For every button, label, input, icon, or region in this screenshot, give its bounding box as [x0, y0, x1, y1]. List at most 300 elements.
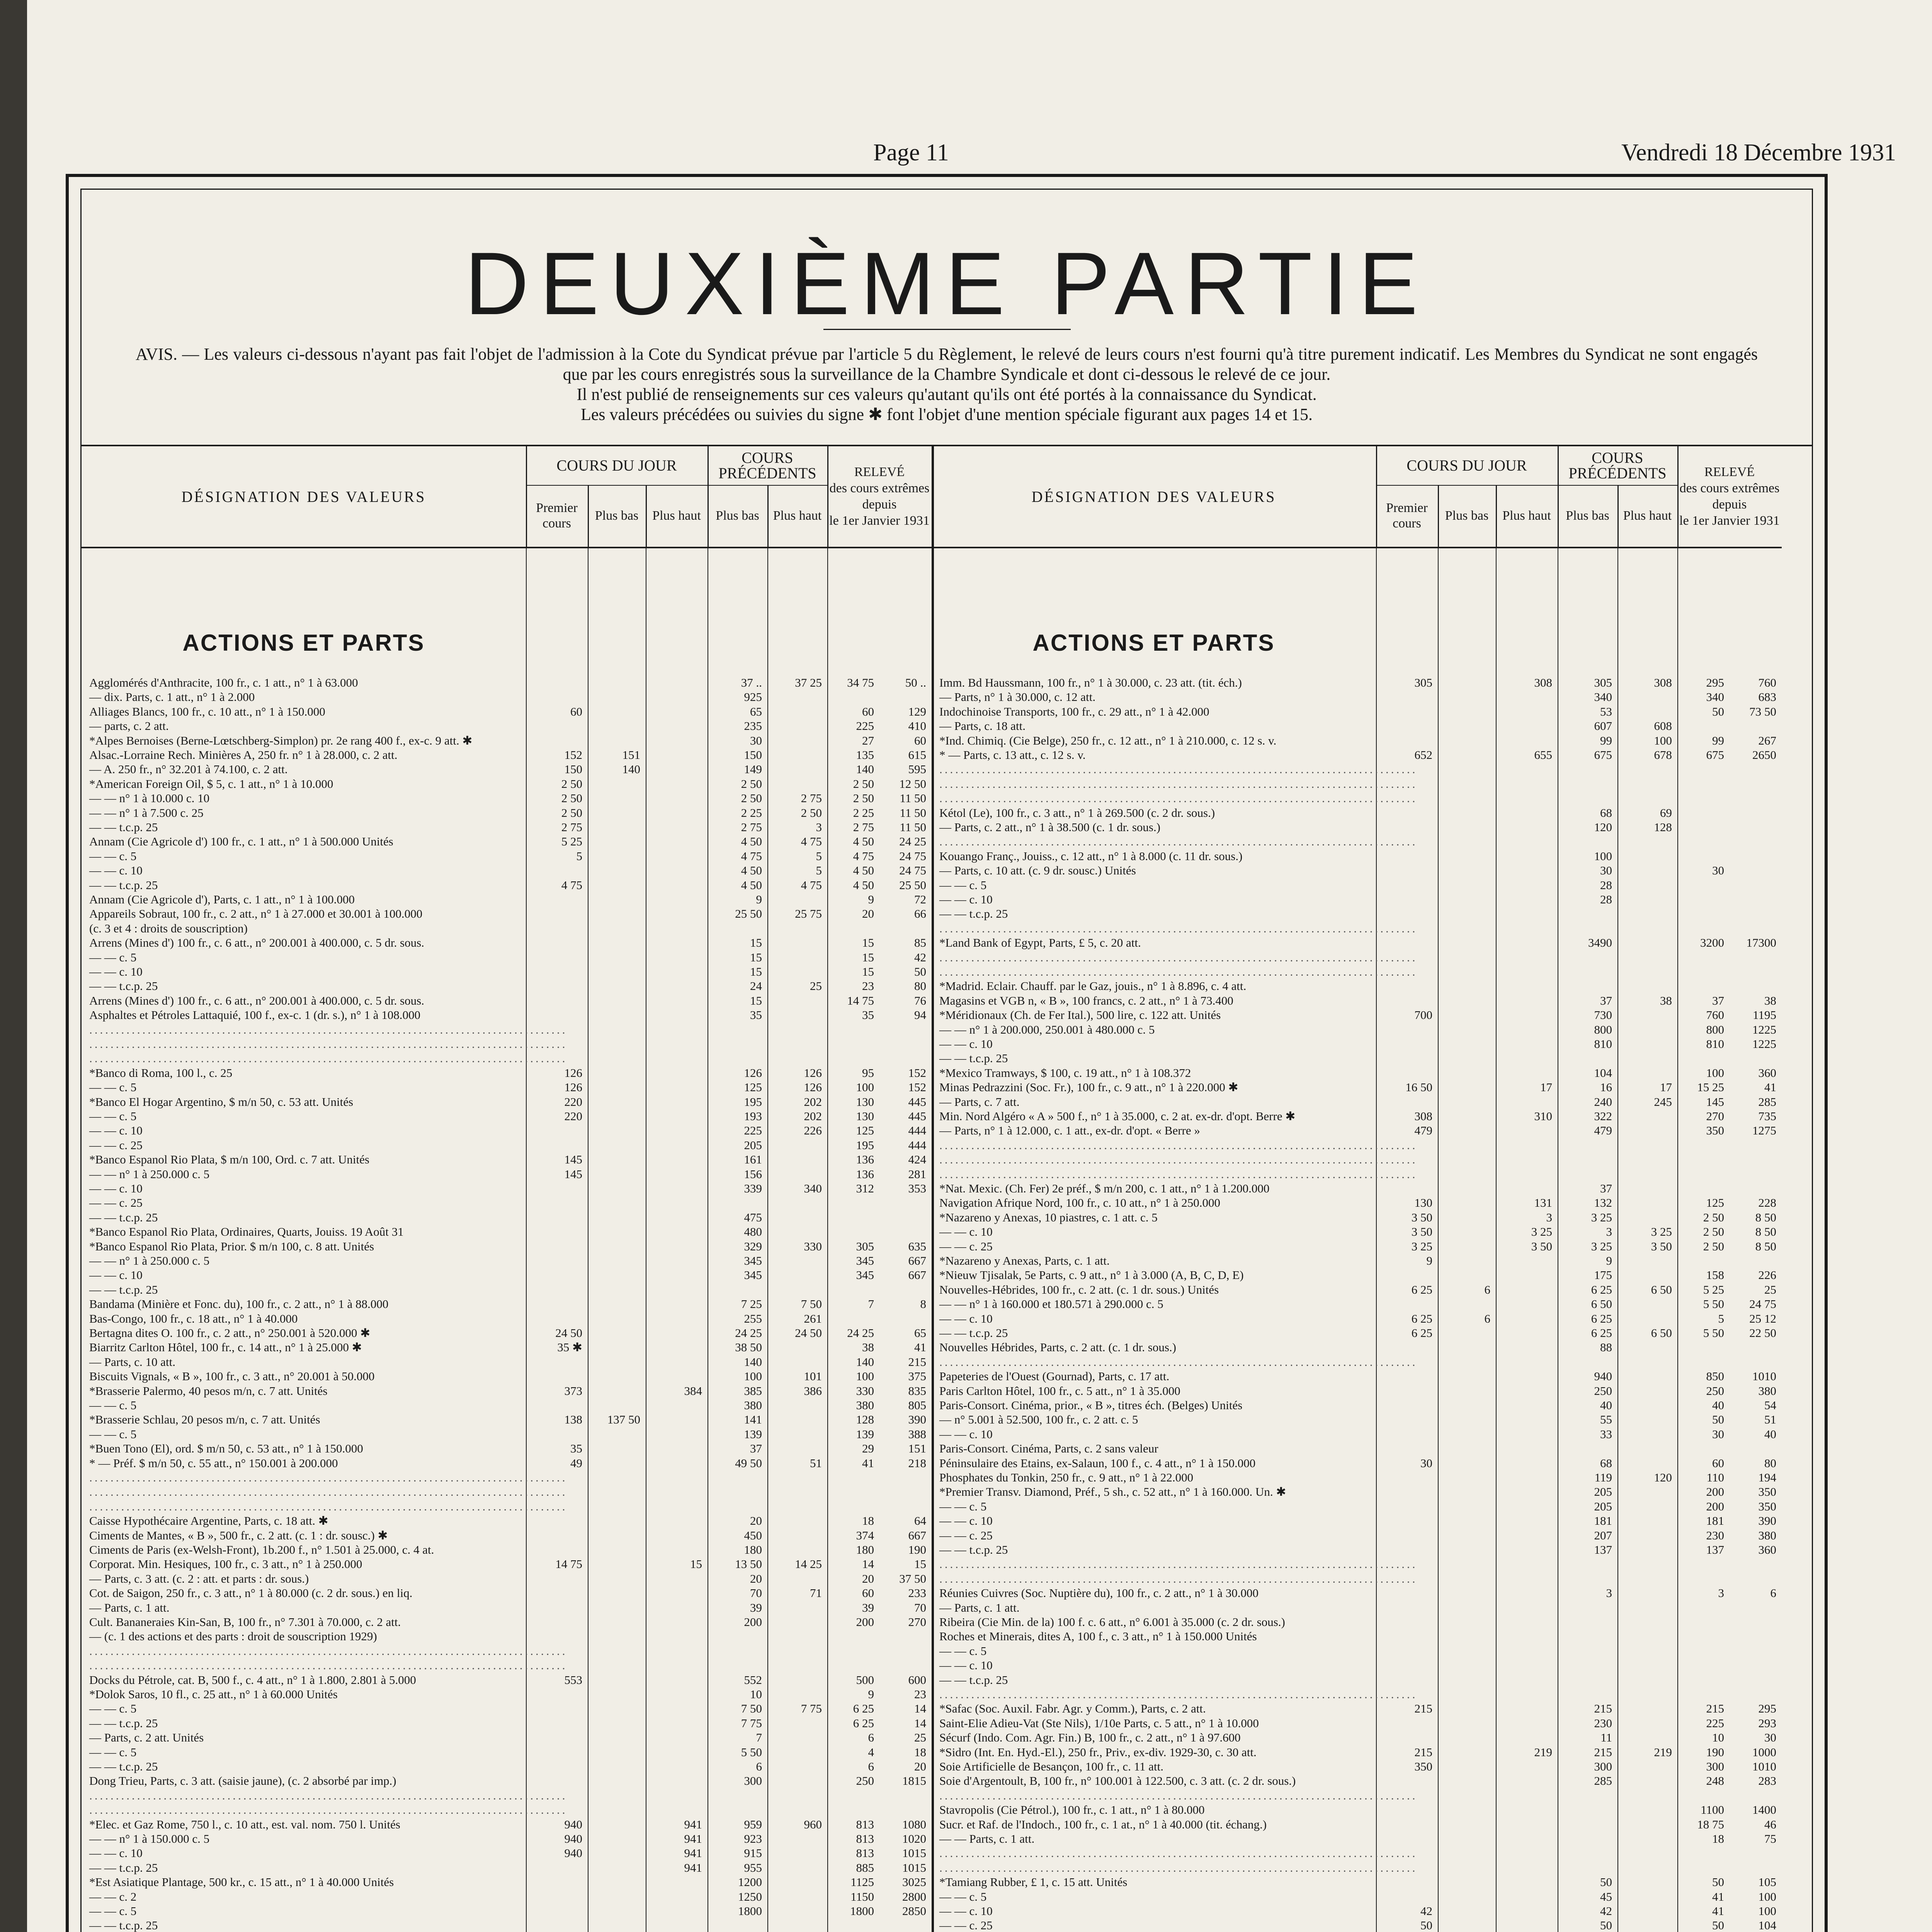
dotted-filler-row: [82, 1658, 932, 1672]
security-name: *Elec. et Gaz Rome, 750 l., c. 10 att., est. val. nom. 750 l. Unités: [89, 1817, 400, 1831]
premier-cours-value: 130: [1414, 1196, 1432, 1210]
dotted-filler-row: [82, 1485, 932, 1499]
header-releve: [1677, 446, 1782, 547]
premier-cours-value: 50: [1420, 1918, 1432, 1932]
releve-bas-value: 305: [856, 1239, 874, 1253]
plus-bas-value: 140: [622, 762, 640, 776]
prec-plus-bas-value: 53: [1600, 704, 1612, 718]
quotation-row: [82, 1832, 932, 1846]
releve-haut-value: 1015: [902, 1861, 926, 1874]
releve-bas-value: 39: [862, 1600, 874, 1614]
quotation-row: [932, 1225, 1782, 1239]
prec-plus-bas-value: 607: [1594, 719, 1612, 733]
security-name: ..........................................................................................: [939, 965, 1418, 978]
prec-plus-bas-value: 380: [744, 1398, 762, 1412]
prec-plus-haut-value: 960: [804, 1817, 822, 1831]
quotation-row: [82, 690, 932, 704]
dotted-filler-row: [82, 1471, 932, 1485]
premier-cours-value: 215: [1414, 1745, 1432, 1759]
quotation-table: [82, 445, 1812, 1932]
quotation-row: [82, 1442, 932, 1456]
prec-plus-bas-value: 6: [756, 1760, 762, 1773]
prec-plus-bas-value: 959: [744, 1817, 762, 1831]
quotation-row: [932, 1326, 1782, 1340]
security-name: — — c. 25: [939, 1528, 993, 1542]
security-name: (c. 3 et 4 : droits de souscription): [89, 921, 248, 935]
quotation-row: [82, 748, 932, 762]
releve-bas-value: 2 50: [853, 777, 874, 791]
prec-plus-bas-value: 240: [1594, 1095, 1612, 1109]
quotation-row: [932, 1066, 1782, 1080]
prec-plus-bas-value: 100: [744, 1369, 762, 1383]
releve-bas-value: 2 50: [1703, 1225, 1724, 1239]
plus-bas-value: 6: [1484, 1311, 1490, 1325]
quotation-row: [932, 1312, 1782, 1326]
releve-haut-value: 267: [1758, 733, 1776, 747]
dotted-filler-row: [932, 1861, 1782, 1875]
security-name: — — n° 1 à 200.000, 250.001 à 480.000 c. 5: [939, 1022, 1155, 1036]
quotation-row: [82, 1182, 932, 1196]
security-name: Paris Carlton Hôtel, 100 fr., c. 5 att., n° 1 à 35.000: [939, 1384, 1180, 1398]
quotation-row: [82, 1355, 932, 1369]
quotation-row: [932, 1211, 1782, 1225]
premier-cours-value: 553: [564, 1673, 582, 1687]
quotation-row: [932, 1731, 1782, 1745]
releve-haut-value: 410: [908, 719, 926, 733]
quotation-row: [82, 1008, 932, 1022]
security-name: *Nieuw Tjisalak, 5e Parts, c. 9 att., n° 1 à 3.000 (A, B, C, D, E): [939, 1268, 1244, 1282]
releve-bas-value: 9: [868, 893, 874, 906]
premier-cours-value: 479: [1414, 1124, 1432, 1138]
security-name: — — t.c.p. 25: [89, 1282, 158, 1296]
releve-haut-value: 1000: [1752, 1745, 1776, 1759]
releve-bas-value: 1800: [850, 1904, 874, 1918]
prec-plus-bas-value: 15: [750, 950, 762, 964]
security-name: — — c. 10: [89, 864, 143, 878]
releve-bas-value: 813: [856, 1832, 874, 1845]
prec-plus-bas-value: 15: [750, 965, 762, 978]
releve-haut-value: 66: [914, 907, 926, 921]
releve-bas-value: 10: [1712, 1731, 1724, 1745]
quotation-row: [932, 1529, 1782, 1543]
prec-plus-bas-value: 345: [744, 1268, 762, 1282]
quotation-row: [932, 1442, 1782, 1456]
releve-bas-value: 60: [862, 1586, 874, 1600]
releve-haut-value: 24 75: [1749, 1297, 1776, 1311]
releve-bas-value: 41: [862, 1456, 874, 1470]
quotation-row: [82, 1080, 932, 1094]
quotation-row: [932, 1023, 1782, 1037]
releve-haut-value: 42: [914, 950, 926, 964]
releve-haut-value: 3025: [902, 1875, 926, 1889]
security-name: — — c. 5: [89, 1398, 137, 1412]
security-name: — — c. 10: [939, 1658, 993, 1672]
prec-plus-bas-value: 24: [750, 979, 762, 993]
quotation-row: [932, 1673, 1782, 1687]
premier-cours-header: Premier cours: [526, 485, 589, 547]
releve-haut-value: 445: [908, 1095, 926, 1109]
prec-plus-bas-value: 25 50: [735, 907, 762, 921]
releve-haut-value: 24 25: [899, 835, 926, 849]
prec-plus-bas-value: 150: [744, 748, 762, 762]
security-name: — Parts, c. 1 att.: [89, 1600, 170, 1614]
releve-haut-value: 85: [914, 936, 926, 950]
quotation-row: [932, 1369, 1782, 1383]
prec-plus-bas-value: 4 50: [741, 835, 762, 849]
security-name: ..........................................................................................: [89, 1037, 568, 1051]
security-name: ..........................................................................................: [89, 1644, 568, 1658]
releve-haut-value: 388: [908, 1427, 926, 1441]
security-name: *Est Asiatique Plantage, 500 kr., c. 15 att., n° 1 à 40.000 Unités: [89, 1875, 394, 1889]
releve-haut-value: 60: [914, 733, 926, 747]
quotation-row: [82, 1124, 932, 1138]
security-name: — — c. 10: [89, 965, 143, 978]
premier-cours-value: 308: [1414, 1109, 1432, 1123]
security-name: Soie Artificielle de Besançon, 100 fr., c. 11 att.: [939, 1760, 1163, 1773]
security-name: Bas-Congo, 100 fr., c. 18 att., n° 1 à 40.000: [89, 1311, 298, 1325]
page-number: Page 11: [873, 139, 949, 166]
security-name: — — c. 25: [939, 1918, 993, 1932]
dotted-filler-row: [932, 791, 1782, 805]
plus-bas-value: 151: [622, 748, 640, 762]
releve-haut-value: 104: [1758, 1918, 1776, 1932]
security-name: Soie d'Argentoult, B, 100 fr., n° 100.001 à 122.500, c. 3 att. (c. 2 dr. sous.): [939, 1774, 1296, 1788]
releve-haut-value: 1020: [902, 1832, 926, 1845]
security-name: — — t.c.p. 25: [939, 1326, 1008, 1340]
security-name: — — t.c.p. 25: [939, 1051, 1008, 1065]
quotation-row: [932, 1427, 1782, 1441]
releve-haut-value: 380: [1758, 1384, 1776, 1398]
premier-cours-value: 220: [564, 1095, 582, 1109]
releve-bas-value: 50: [1712, 1875, 1724, 1889]
premier-cours-value: 652: [1414, 748, 1432, 762]
prec-plus-bas-value: 552: [744, 1673, 762, 1687]
prec-plus-bas-value: 193: [744, 1109, 762, 1123]
security-name: Sucr. et Raf. de l'Indoch., 100 fr., c. 1 at., n° 1 à 40.000 (tit. échang.): [939, 1817, 1267, 1831]
security-name: — A. 250 fr., n° 32.201 à 74.100, c. 2 att.: [89, 762, 288, 776]
header-designation: DÉSIGNATION DES VALEURS: [932, 446, 1377, 547]
releve-bas-value: 4 75: [853, 849, 874, 863]
prec-plus-bas-value: 5 50: [741, 1745, 762, 1759]
releve-haut-value: 350: [1758, 1499, 1776, 1513]
releve-bas-value: 2 50: [1703, 1210, 1724, 1224]
page-title: DEUXIÈME PARTIE: [464, 234, 1429, 333]
releve-bas-value: 135: [856, 748, 874, 762]
security-name: — — t.c.p. 25: [939, 1673, 1008, 1687]
prec-plus-bas-value: 45: [1600, 1889, 1612, 1903]
releve-haut-value: 100: [1758, 1889, 1776, 1903]
releve-line: des cours extrêmes: [1679, 481, 1780, 495]
plus-haut-value: 310: [1534, 1109, 1552, 1123]
prec-plus-bas-value: 88: [1600, 1340, 1612, 1354]
security-name: — — t.c.p. 25: [939, 1543, 1008, 1556]
premier-cours-value: 3 25: [1411, 1239, 1432, 1253]
premier-cours-value: 42: [1420, 1904, 1432, 1918]
releve-haut-value: 1015: [902, 1846, 926, 1860]
security-name: ..........................................................................................: [89, 1499, 568, 1513]
releve-haut-value: 1815: [902, 1774, 926, 1788]
page-frame: [66, 174, 1828, 1932]
security-name: ..........................................................................................: [939, 777, 1418, 791]
dotted-filler-row: [932, 1846, 1782, 1860]
releve-haut-value: 73 50: [1749, 704, 1776, 718]
prec-plus-bas-value: 50: [1600, 1875, 1612, 1889]
quotation-row: [932, 1629, 1782, 1643]
prec-plus-haut-value: 3 50: [1651, 1239, 1672, 1253]
dotted-filler-row: [932, 1687, 1782, 1701]
premier-cours-value: 3 50: [1411, 1210, 1432, 1224]
releve-haut-value: 76: [914, 993, 926, 1007]
premier-cours-value: 6 25: [1411, 1311, 1432, 1325]
right-column: [932, 446, 1782, 1932]
security-name: *Buen Tono (El), ord. $ m/n 50, c. 53 att., n° 1 à 150.000: [89, 1442, 363, 1456]
releve-haut-value: 105: [1758, 1875, 1776, 1889]
releve-haut-value: 50: [914, 965, 926, 978]
releve-bas-value: 675: [1706, 748, 1724, 762]
releve-haut-value: 65: [914, 1326, 926, 1340]
notice-paragraph: Il n'est publié de renseignements sur ces valeurs qu'autant qu'ils ont été portés à la connaissance du Syndicat.: [577, 385, 1317, 404]
prec-plus-bas-value: 329: [744, 1239, 762, 1253]
prec-plus-bas-value: 285: [1594, 1774, 1612, 1788]
security-name: ..........................................................................................: [939, 835, 1418, 849]
quotation-row: [932, 719, 1782, 733]
security-name: Caisse Hypothécaire Argentine, Parts, c. 18 att. ✱: [89, 1514, 328, 1528]
quotation-row: [82, 1384, 932, 1398]
releve-bas-value: 15: [862, 965, 874, 978]
dotted-filler-row: [82, 1789, 932, 1803]
releve-bas-value: 130: [856, 1095, 874, 1109]
security-name: *Premier Transv. Diamond, Préf., 5 sh., c. 52 att., n° 1 à 160.000. Un. ✱: [939, 1485, 1286, 1499]
releve-bas-value: 6 25: [853, 1716, 874, 1730]
security-name: Nouvelles Hébrides, Parts, c. 2 att. (c. 1 dr. sous.): [939, 1340, 1176, 1354]
premier-cours-value: 6 25: [1411, 1326, 1432, 1340]
security-name: — — t.c.p. 25: [89, 1760, 158, 1773]
security-name: *Banco El Hogar Argentino, $ m/n 50, c. 53 att. Unités: [89, 1095, 354, 1109]
security-name: Cot. de Saigon, 250 fr., c. 3 att., n° 1 à 80.000 (c. 2 dr. sous.) en liq.: [89, 1586, 413, 1600]
prec-plus-bas-value: 230: [1594, 1716, 1612, 1730]
quotation-row: [932, 1543, 1782, 1557]
releve-bas-value: 29: [862, 1442, 874, 1456]
security-name: Roches et Minerais, dites A, 100 f., c. 3 att., n° 1 à 150.000 Unités: [939, 1629, 1257, 1643]
security-name: Alliages Blancs, 100 fr., c. 10 att., n° 1 à 150.000: [89, 704, 325, 718]
prec-plus-haut-value: 37 25: [795, 676, 822, 689]
quotation-row: [932, 1124, 1782, 1138]
quotation-row: [82, 936, 932, 950]
releve-bas-value: 41: [1712, 1904, 1724, 1918]
prec-plus-haut-value: 5: [816, 864, 822, 878]
dotted-filler-row: [932, 1138, 1782, 1152]
releve-bas-value: 137: [1706, 1543, 1724, 1556]
releve-haut-value: 735: [1758, 1109, 1776, 1123]
security-name: ..........................................................................................: [939, 1571, 1418, 1585]
prec-plus-haut-value: 14 25: [795, 1557, 822, 1571]
releve-bas-value: 125: [1706, 1196, 1724, 1210]
quotation-row: [932, 1398, 1782, 1412]
releve-bas-value: 38: [862, 1340, 874, 1354]
security-name: Papeteries de l'Ouest (Gournad), Parts, c. 17 att.: [939, 1369, 1170, 1383]
left-column: [82, 446, 934, 1932]
premier-cours-value: 30: [1420, 1456, 1432, 1470]
releve-bas-value: 18 75: [1697, 1817, 1724, 1831]
releve-bas-value: 34 75: [847, 676, 874, 689]
quotation-row: [932, 1774, 1782, 1788]
releve-bas-value: 9: [868, 1687, 874, 1701]
releve-haut-value: 25: [1764, 1282, 1776, 1296]
plus-haut-value: 17: [1540, 1080, 1552, 1094]
security-name: — — c. 10: [939, 893, 993, 906]
premier-cours-value: 145: [564, 1167, 582, 1181]
prec-plus-bas-value: 149: [744, 762, 762, 776]
premier-cours-header: Premier cours: [1376, 485, 1439, 547]
quotation-row: [932, 806, 1782, 820]
prec-plus-haut-value: 51: [810, 1456, 822, 1470]
security-name: Paris-Consort. Cinéma, prior., « B », titres éch. (Belges) Unités: [939, 1398, 1243, 1412]
quotation-row: [932, 748, 1782, 762]
prec-plus-haut-value: 120: [1654, 1471, 1672, 1484]
security-name: ..........................................................................................: [939, 950, 1418, 964]
releve-bas-value: 225: [856, 719, 874, 733]
prec-plus-bas-value: 50: [1600, 1918, 1612, 1932]
quotation-row: [932, 1254, 1782, 1268]
releve-bas-value: 230: [1706, 1528, 1724, 1542]
prec-plus-haut-value: 7 50: [801, 1297, 822, 1311]
releve-haut-value: 100: [1758, 1904, 1776, 1918]
releve-haut-value: 22 50: [1749, 1326, 1776, 1340]
releve-bas-value: 190: [1706, 1745, 1724, 1759]
prec-plus-bas-value: 37: [750, 1442, 762, 1456]
quotation-row: [82, 893, 932, 906]
plus-haut-value: 941: [684, 1832, 702, 1845]
security-name: — — n° 1 à 160.000 et 180.571 à 290.000 c. 5: [939, 1297, 1163, 1311]
prec-plus-haut-value: 4 75: [801, 878, 822, 892]
security-name: — — c. 2: [89, 1889, 137, 1903]
releve-bas-value: 30: [1712, 1427, 1724, 1441]
prec-plus-bas-value: 7 50: [741, 1702, 762, 1716]
releve-bas-value: 125: [856, 1124, 874, 1138]
releve-bas-value: 350: [1706, 1124, 1724, 1138]
quotation-row: [932, 1716, 1782, 1730]
security-name: — — Parts, c. 1 att.: [939, 1832, 1035, 1845]
releve-bas-value: 20: [862, 1571, 874, 1585]
quotation-row: [82, 1760, 932, 1774]
releve-haut-value: 50 ..: [905, 676, 926, 689]
releve-bas-value: 2 50: [1703, 1239, 1724, 1253]
quotation-row: [932, 994, 1782, 1008]
security-name: Navigation Afrique Nord, 100 fr., c. 10 att., n° 1 à 250.000: [939, 1196, 1220, 1210]
releve-line: le 1er Janvier 1931: [1679, 514, 1780, 528]
prec-plus-bas-value: 915: [744, 1846, 762, 1860]
prec-plus-bas-value: 65: [750, 704, 762, 718]
quotation-row: [932, 979, 1782, 993]
releve-bas-value: 100: [1706, 1066, 1724, 1080]
releve-haut-value: 228: [1758, 1196, 1776, 1210]
quotation-row: [932, 1500, 1782, 1514]
security-name: Agglomérés d'Anthracite, 100 fr., c. 1 att., n° 1 à 63.000: [89, 676, 358, 689]
page-spine-shadow: [0, 0, 27, 1932]
plus-haut-value: 15: [690, 1557, 702, 1571]
releve-bas-value: 15 25: [1697, 1080, 1724, 1094]
releve-haut-value: 350: [1758, 1485, 1776, 1499]
prec-plus-haut-value: 6 50: [1651, 1326, 1672, 1340]
prec-plus-haut-value: 17: [1660, 1080, 1672, 1094]
releve-line: depuis: [1712, 497, 1747, 512]
releve-bas-value: 300: [1706, 1760, 1724, 1773]
prec-plus-haut-value: 261: [804, 1311, 822, 1325]
prec-plus-haut-value: 608: [1654, 719, 1672, 733]
prec-plus-bas-value: 800: [1594, 1022, 1612, 1036]
releve-bas-value: 5 50: [1703, 1326, 1724, 1340]
security-name: — — c. 5: [89, 1745, 137, 1759]
releve-bas-value: 2 25: [853, 806, 874, 820]
security-name: ..........................................................................................: [939, 1861, 1418, 1874]
releve-bas-value: 250: [856, 1774, 874, 1788]
premier-cours-value: 5: [576, 849, 582, 863]
releve-haut-value: 14: [914, 1716, 926, 1730]
security-name: Kétol (Le), 100 fr., c. 3 att., n° 1 à 269.500 (c. 2 dr. sous.): [939, 806, 1215, 820]
quotation-row: [82, 1254, 932, 1268]
prec-plus-bas-value: 2 25: [741, 806, 762, 820]
releve-bas-value: 128: [856, 1413, 874, 1427]
security-name: Bertagna dites O. 100 fr., c. 2 att., n° 250.001 à 520.000 ✱: [89, 1326, 371, 1340]
prec-plus-bas-value: 180: [744, 1543, 762, 1556]
quotation-row: [82, 1774, 932, 1788]
releve-haut-value: 424: [908, 1153, 926, 1167]
releve-haut-value: 18: [914, 1745, 926, 1759]
prec-plus-bas-value: 30: [1600, 864, 1612, 878]
prec-plus-bas-value: 195: [744, 1095, 762, 1109]
quotation-row: [932, 1456, 1782, 1470]
releve-bas-value: 374: [856, 1528, 874, 1542]
security-name: *Banco Espanol Rio Plata, Ordinaires, Quarts, Jouiss. 19 Août 31: [89, 1225, 404, 1239]
releve-haut-value: 1010: [1752, 1369, 1776, 1383]
prec-plus-haut-value: 126: [804, 1066, 822, 1080]
prec-plus-bas-value: 7 25: [741, 1297, 762, 1311]
premier-cours-value: 150: [564, 762, 582, 776]
prec-plus-bas-value: 70: [750, 1586, 762, 1600]
releve-bas-value: 181: [1706, 1514, 1724, 1528]
quotation-row: [932, 734, 1782, 748]
security-name: Cult. Bananeraies Kin-San, B, 100 fr., n° 7.301 à 70.000, c. 2 att.: [89, 1615, 401, 1629]
issue-date: Vendredi 18 Décembre 1931: [1621, 139, 1896, 166]
releve-line: le 1er Janvier 1931: [829, 514, 930, 528]
security-name: *Safac (Soc. Auxil. Fabr. Agr. y Comm.), Parts, c. 2 att.: [939, 1702, 1206, 1716]
security-name: — — t.c.p. 25: [89, 1716, 158, 1730]
security-name: — — c. 25: [939, 1239, 993, 1253]
releve-bas-value: 195: [856, 1138, 874, 1152]
prec-plus-bas-value: 955: [744, 1861, 762, 1874]
releve-haut-value: 600: [908, 1673, 926, 1687]
releve-haut-value: 80: [914, 979, 926, 993]
releve-haut-value: 1400: [1752, 1803, 1776, 1817]
prec-plus-haut-value: 202: [804, 1109, 822, 1123]
quotation-row: [82, 719, 932, 733]
prec-plus-bas-value: 480: [744, 1225, 762, 1239]
plus-haut-value: 941: [684, 1846, 702, 1860]
quotation-row: [82, 806, 932, 820]
quotation-row: [82, 1615, 932, 1629]
releve-bas-value: 1100: [1701, 1803, 1724, 1817]
quotation-row: [82, 1529, 932, 1543]
prec-plus-bas-value: 13 50: [735, 1557, 762, 1571]
releve-bas-value: 813: [856, 1846, 874, 1860]
security-name: Sécurf (Indo. Com. Agr. Fin.) B, 100 fr., c. 2 att., n° 1 à 97.600: [939, 1731, 1241, 1745]
security-name: *Nazareno y Anexas, 10 piastres, c. 1 att. c. 5: [939, 1210, 1158, 1224]
quotation-row: [82, 1427, 932, 1441]
prec-plus-bas-value: 3: [1606, 1586, 1612, 1600]
quotation-row: [82, 1543, 932, 1557]
prec-plus-bas-value: 99: [1600, 733, 1612, 747]
releve-haut-value: 375: [908, 1369, 926, 1383]
